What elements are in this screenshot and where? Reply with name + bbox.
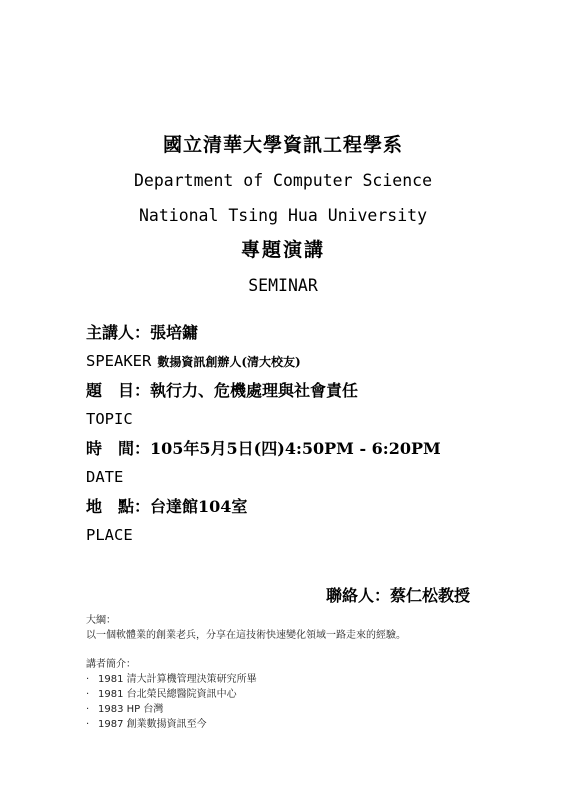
department-title-english: Department of Computer Science [133, 171, 432, 190]
bullet-icon: · [86, 674, 90, 685]
date-row [86, 434, 546, 463]
outline-section [86, 613, 556, 643]
speaker-english-row [86, 347, 546, 376]
bio-item-text: 1981 台北榮民總醫院資訊中心 [98, 689, 237, 700]
bio-item-text: 1987 創業數揚資訊至今 [98, 719, 207, 730]
bio-item-text: 1983 HP 台灣 [98, 704, 164, 715]
university-name-english: National Tsing Hua University [138, 206, 428, 225]
bio-item [86, 717, 556, 732]
bio-item [86, 672, 556, 687]
date-value: 105年5月5日(四)4:50PM - 6:20PM [150, 439, 441, 458]
place-label-english: PLACE [86, 526, 133, 544]
topic-label-english: TOPIC [86, 410, 133, 428]
bullet-icon: · [86, 689, 90, 700]
topic-row [86, 376, 546, 405]
place-english-row [86, 521, 546, 550]
seminar-title-chinese: 專題演講 [240, 239, 325, 261]
outline-text: 以一個軟體業的創業老兵，分享在這技術快速變化領域一路走來的經驗。 [86, 630, 406, 641]
bio-title: 講者簡介： [86, 659, 136, 670]
seminar-info [86, 318, 546, 550]
department-title-chinese: 國立清華大學資訊工程學系 [162, 134, 403, 156]
place-value: 台達館104室 [150, 497, 248, 516]
date-english-row [86, 463, 546, 492]
bullet-icon: · [86, 719, 90, 730]
topic-value: 執行力、危機處理與社會責任 [150, 381, 359, 400]
bio-item [86, 702, 556, 717]
topic-label-chinese: 題 目： [86, 381, 151, 400]
speaker-label-chinese: 主講人： [86, 323, 151, 342]
bio-item-text: 1981 清大計算機管理決策研究所畢 [98, 674, 257, 685]
speaker-name: 張培鏞 [150, 323, 199, 342]
speaker-bio-section [86, 657, 556, 732]
poster-header [0, 128, 566, 303]
speaker-label-english: SPEAKER [86, 352, 152, 370]
topic-english-row [86, 405, 546, 434]
bullet-icon: · [86, 704, 90, 715]
bio-item [86, 687, 556, 702]
outline-title: 大綱： [86, 615, 116, 626]
date-label-chinese: 時 間： [86, 439, 151, 458]
place-row [86, 492, 546, 521]
speaker-row [86, 318, 546, 347]
seminar-title-english: SEMINAR [248, 276, 318, 295]
contact-person: 聯絡人：蔡仁松教授 [325, 586, 470, 605]
date-label-english: DATE [86, 468, 124, 486]
speaker-affiliation: 數揚資訊創辦人(清大校友) [157, 355, 301, 369]
place-label-chinese: 地 點： [86, 497, 151, 516]
